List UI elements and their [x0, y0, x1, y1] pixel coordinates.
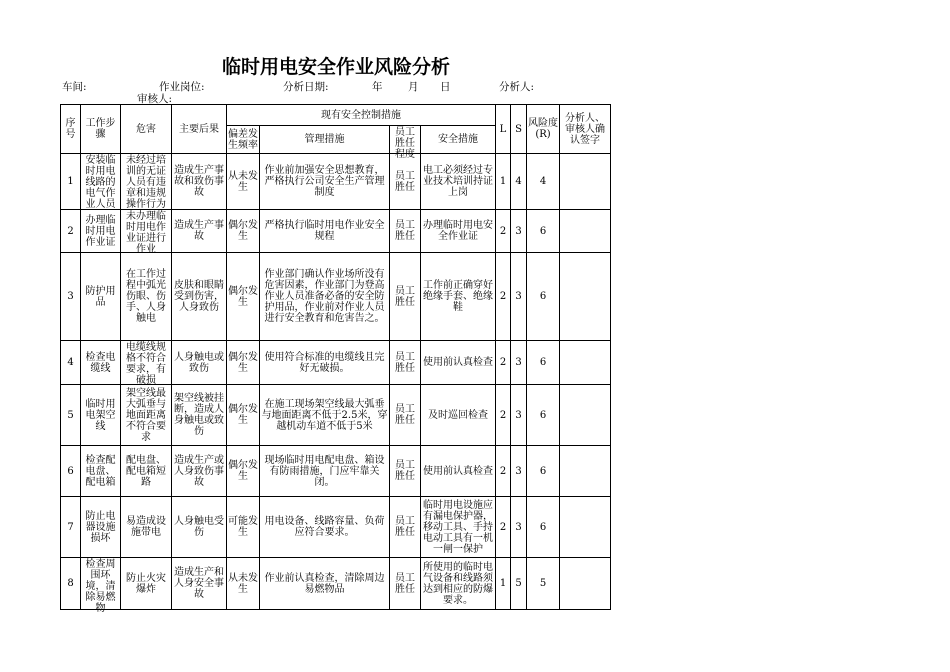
date-label: 分析日期: [283, 81, 329, 93]
position-label: 作业岗位: [159, 81, 205, 93]
cell-l: 1 [496, 154, 511, 210]
cell-safety: 所使用的临时电气设备和线路须达到相应的防爆要求。 [421, 558, 496, 610]
cell-competence: 员工胜任 [390, 341, 421, 385]
cell-s: 3 [511, 385, 527, 446]
cell-frequency: 可能发生 [227, 497, 260, 558]
cell-competence: 员工胜任 [390, 154, 421, 210]
header-seq: 序号 [61, 105, 81, 154]
analyst-label: 分析人: [499, 81, 535, 93]
cell-risk: 6 [527, 341, 560, 385]
table-row [61, 210, 611, 253]
cell-risk: 6 [527, 253, 560, 341]
cell-consequence: 皮肤和眼睛受到伤害，人身致伤 [172, 253, 227, 341]
table-row [61, 558, 611, 610]
cell-step: 检查周围环境，清除易燃物 [81, 558, 121, 610]
cell-management: 作业前加强安全思想教育，严格执行公司安全生产管理制度 [260, 154, 390, 210]
cell-frequency: 偶尔发生 [227, 341, 260, 385]
cell-hazard: 架空线最大弧垂与地面距离不符合要求 [121, 385, 172, 446]
cell-signature [560, 497, 611, 558]
cell-step: 临时用电架空线 [81, 385, 121, 446]
cell-consequence: 人身触电或致伤 [172, 341, 227, 385]
header-l: L [496, 105, 511, 154]
table-row [61, 341, 611, 385]
cell-s: 3 [511, 253, 527, 341]
cell-step: 防护用品 [81, 253, 121, 341]
cell-l: 2 [496, 385, 511, 446]
cell-consequence: 人身触电受伤 [172, 497, 227, 558]
workshop-label: 车间: [62, 81, 87, 93]
cell-signature [560, 446, 611, 497]
cell-seq: 5 [61, 385, 81, 446]
cell-l: 2 [496, 210, 511, 253]
cell-consequence: 造成生产事故和致伤事故 [172, 154, 227, 210]
cell-safety: 临时用电设施应有漏电保护器，移动工具、手持电动工具有一机一闸一保护 [421, 497, 496, 558]
header-competence: 员工胜任程度 [390, 126, 421, 154]
table-row [61, 253, 611, 341]
cell-step: 检查配电盘、配电箱 [81, 446, 121, 497]
cell-signature [560, 558, 611, 610]
cell-competence: 员工胜任 [390, 558, 421, 610]
cell-frequency: 从未发生 [227, 154, 260, 210]
table-row [61, 154, 611, 210]
cell-seq: 4 [61, 341, 81, 385]
header-signature: 分析人、审核人确认签字 [560, 105, 611, 154]
reviewer-label: 审核人: [137, 93, 173, 105]
cell-safety: 使用前认真检查 [421, 446, 496, 497]
cell-consequence: 造成生产事故 [172, 210, 227, 253]
cell-safety: 工作前正确穿好绝缘手套、绝缘鞋 [421, 253, 496, 341]
header-hazard: 危害 [121, 105, 172, 154]
cell-seq: 2 [61, 210, 81, 253]
cell-management: 现场临时用电配电盘、箱设有防雨措施，门应牢靠关闭。 [260, 446, 390, 497]
cell-safety: 使用前认真检查 [421, 341, 496, 385]
cell-risk: 5 [527, 558, 560, 610]
risk-analysis-table [60, 104, 611, 614]
cell-s: 3 [511, 446, 527, 497]
cell-l: 2 [496, 446, 511, 497]
table-row [61, 446, 611, 497]
header-s: S [511, 105, 527, 154]
cell-risk: 6 [527, 446, 560, 497]
cell-l: 1 [496, 558, 511, 610]
cell-step: 办理临时用电作业证 [81, 210, 121, 253]
cell-hazard: 配电盘、配电箱短路 [121, 446, 172, 497]
cell-signature [560, 154, 611, 210]
day-label: 日 [440, 81, 451, 93]
cell-consequence: 架空线被挂断，造成人身触电或致伤 [172, 385, 227, 446]
cell-frequency: 偶尔发生 [227, 253, 260, 341]
cell-risk: 4 [527, 154, 560, 210]
cell-l: 2 [496, 497, 511, 558]
header-row-1 [61, 105, 611, 126]
cell-seq: 6 [61, 446, 81, 497]
cell-step: 安装临时用电线路的电气作业人员 [81, 154, 121, 210]
cell-hazard: 在工作过程中弧光伤眼、伤手、人身触电 [121, 253, 172, 341]
year-label: 年 [372, 81, 383, 93]
header-consequence: 主要后果 [172, 105, 227, 154]
cell-management: 严格执行临时用电作业安全规程 [260, 210, 390, 253]
header-management: 管理措施 [260, 126, 390, 154]
cell-risk: 6 [527, 385, 560, 446]
cell-seq: 7 [61, 497, 81, 558]
cell-signature [560, 253, 611, 341]
cell-management: 使用符合标准的电缆线且完好无破损。 [260, 341, 390, 385]
header-controls-group: 现有安全控制措施 [227, 105, 496, 126]
cell-management: 作业部门确认作业场所没有危害因素，作业部门为登高作业人员准备必备的安全防护用品，作业前对作业人员进行安全教育和危害告之。 [260, 253, 390, 341]
cell-s: 3 [511, 341, 527, 385]
cell-signature [560, 341, 611, 385]
cell-l: 2 [496, 341, 511, 385]
cell-frequency: 偶尔发生 [227, 446, 260, 497]
cell-s: 4 [511, 154, 527, 210]
cell-step: 防止电器设施损坏 [81, 497, 121, 558]
page-title: 临时用电安全作业风险分析 [221, 56, 450, 78]
cell-consequence: 造成生产和人身安全事故 [172, 558, 227, 610]
cell-management: 作业前认真检查，清除周边易燃物品 [260, 558, 390, 610]
cell-hazard: 未经过培训的无证人员有违章和违规操作行为 [121, 154, 172, 210]
cell-seq: 3 [61, 253, 81, 341]
cell-risk: 6 [527, 210, 560, 253]
cell-competence: 员工胜任 [390, 253, 421, 341]
header-risk: 风险度(R) [527, 105, 560, 154]
header-frequency: 偏差发生频率 [227, 126, 260, 154]
cell-step: 检查电缆线 [81, 341, 121, 385]
cell-risk: 6 [527, 497, 560, 558]
cell-competence: 员工胜任 [390, 497, 421, 558]
cell-safety: 及时巡回检查 [421, 385, 496, 446]
cell-hazard: 电缆线规格不符合要求，有破损 [121, 341, 172, 385]
cell-frequency: 偶尔发生 [227, 210, 260, 253]
cell-hazard: 未办理临时用电作业证进行作业 [121, 210, 172, 253]
cell-hazard: 防止火灾爆炸 [121, 558, 172, 610]
cell-s: 3 [511, 497, 527, 558]
cell-safety: 办理临时用电安全作业证 [421, 210, 496, 253]
table-row [61, 497, 611, 558]
cell-seq: 1 [61, 154, 81, 210]
cell-l: 2 [496, 253, 511, 341]
month-label: 月 [408, 81, 419, 93]
table-row [61, 385, 611, 446]
cell-competence: 员工胜任 [390, 210, 421, 253]
cell-safety: 电工必须经过专业技术培训持证上岗 [421, 154, 496, 210]
cell-signature [560, 210, 611, 253]
cell-management: 用电设备、线路容量、负荷应符合要求。 [260, 497, 390, 558]
cell-frequency: 偶尔发生 [227, 385, 260, 446]
cell-consequence: 造成生产或人身致伤事故 [172, 446, 227, 497]
cell-signature [560, 385, 611, 446]
cell-seq: 8 [61, 558, 81, 610]
cell-s: 5 [511, 558, 527, 610]
cell-s: 3 [511, 210, 527, 253]
cell-competence: 员工胜任 [390, 385, 421, 446]
cell-hazard: 易造成设施带电 [121, 497, 172, 558]
cell-competence: 员工胜任 [390, 446, 421, 497]
table-body [61, 154, 611, 614]
cell-frequency: 从未发生 [227, 558, 260, 610]
header-step: 工作步骤 [81, 105, 121, 154]
cell-management: 在施工现场架空线最大弧垂与地面距离不低于2.5米，穿越机动车道不低于5米 [260, 385, 390, 446]
header-safety: 安全措施 [421, 126, 496, 154]
